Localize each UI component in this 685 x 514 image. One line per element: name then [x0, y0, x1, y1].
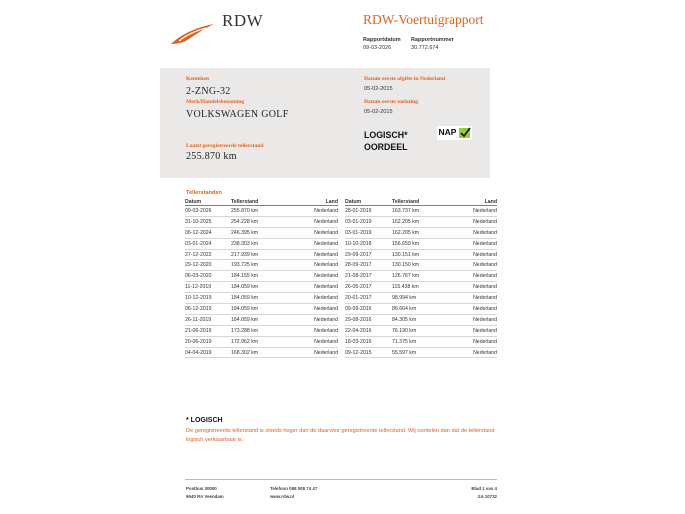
- odometer-table-left: [185, 198, 338, 358]
- table-row: [345, 271, 497, 282]
- first-admission-label: Datum eerste toelating: [364, 99, 419, 105]
- cell-reading: 71.375 km: [392, 336, 442, 347]
- cell-date: 09-12-2015: [345, 347, 392, 358]
- cell-date: 03-01-2019: [345, 216, 392, 227]
- cell-country: Nederland: [442, 271, 497, 282]
- cell-country: Nederland: [442, 216, 497, 227]
- table-row: [185, 238, 338, 249]
- cell-reading: 162.205 km: [392, 227, 442, 238]
- table-row: [345, 216, 497, 227]
- cell-country: Nederland: [442, 282, 497, 293]
- cell-country: Nederland: [281, 206, 338, 217]
- header-country: Land: [281, 198, 338, 206]
- cell-country: Nederland: [281, 304, 338, 315]
- cell-reading: 173.288 km: [231, 325, 281, 336]
- cell-date: 06-12-2024: [185, 227, 231, 238]
- cell-reading: 184.059 km: [231, 293, 281, 304]
- cell-country: Nederland: [281, 314, 338, 325]
- cell-country: Nederland: [442, 260, 497, 271]
- report-title: RDW-Voertuigrapport: [363, 12, 484, 27]
- first-registration-nl-value: 05-02-2015: [364, 86, 393, 92]
- make-label: Merk/Handelsbenaming: [186, 99, 245, 105]
- table-row: [185, 260, 338, 271]
- nap-logo-icon: [437, 126, 472, 140]
- table-row: [345, 336, 497, 347]
- cell-reading: 193.725 km: [231, 260, 281, 271]
- cell-date: 06-12-2019: [185, 304, 231, 315]
- cell-country: Nederland: [281, 227, 338, 238]
- note-title: * LOGISCH: [186, 417, 223, 424]
- cell-date: 10-10-2018: [345, 238, 392, 249]
- verdict-line-1: LOGISCH*: [364, 130, 408, 140]
- cell-reading: 184.155 km: [231, 271, 281, 282]
- cell-date: 03-01-2019: [345, 227, 392, 238]
- cell-date: 03-01-2024: [185, 238, 231, 249]
- brand-name: RDW: [222, 11, 264, 30]
- cell-date: 29-12-2020: [185, 260, 231, 271]
- cell-reading: 238.303 km: [231, 238, 281, 249]
- cell-reading: 115.438 km: [392, 282, 442, 293]
- cell-reading: 184.059 km: [231, 304, 281, 315]
- cell-country: Nederland: [442, 293, 497, 304]
- table-row: [185, 271, 338, 282]
- cell-country: Nederland: [281, 260, 338, 271]
- report-date-label: Rapportdatum: [363, 37, 401, 43]
- header-date: Datum: [345, 198, 392, 206]
- cell-date: 29-08-2016: [345, 314, 392, 325]
- report-number: 30.772.674: [411, 45, 439, 51]
- header-reading: Tellerstand: [231, 198, 281, 206]
- table-row: [345, 293, 497, 304]
- cell-reading: 184.059 km: [231, 282, 281, 293]
- table-row: [345, 325, 497, 336]
- cell-country: Nederland: [442, 336, 497, 347]
- footer-website: www.rdw.nl: [270, 494, 295, 499]
- footer-page-number: Blad 1 van 4: [471, 486, 497, 491]
- footer-address-line-1: Postbus 30000: [186, 486, 217, 491]
- cell-reading: 130.150 km: [392, 260, 442, 271]
- cell-date: 31-10-2025: [185, 216, 231, 227]
- cell-reading: 255.870 km: [231, 206, 281, 217]
- cell-reading: 86.664 km: [392, 304, 442, 315]
- table-row: [345, 260, 497, 271]
- cell-date: 28-09-2017: [345, 260, 392, 271]
- cell-reading: 126.767 km: [392, 271, 442, 282]
- header-date: Datum: [185, 198, 231, 206]
- cell-reading: 55.597 km: [392, 347, 442, 358]
- table-row: [345, 347, 497, 358]
- cell-reading: 156.659 km: [392, 238, 442, 249]
- cell-date: 10-12-2019: [185, 293, 231, 304]
- cell-country: Nederland: [442, 227, 497, 238]
- cell-date: 26-05-2017: [345, 282, 392, 293]
- table-row: [345, 206, 497, 217]
- last-odometer-label: Laatst geregistreerde tellerstand: [186, 143, 264, 149]
- cell-reading: 76.190 km: [392, 325, 442, 336]
- table-row: [185, 206, 338, 217]
- cell-country: Nederland: [281, 282, 338, 293]
- table-row: [185, 347, 338, 358]
- cell-country: Nederland: [442, 304, 497, 315]
- odometer-table-right: [345, 198, 497, 358]
- table-row: [185, 293, 338, 304]
- cell-reading: 172.962 km: [231, 336, 281, 347]
- header-country: Land: [442, 198, 497, 206]
- cell-country: Nederland: [442, 314, 497, 325]
- cell-country: Nederland: [281, 238, 338, 249]
- cell-reading: 98.994 km: [392, 293, 442, 304]
- cell-reading: 130.151 km: [392, 249, 442, 260]
- cell-date: 20-01-2017: [345, 293, 392, 304]
- cell-date: 09-03-2026: [185, 206, 231, 217]
- cell-date: 18-03-2016: [345, 336, 392, 347]
- verdict: [364, 129, 408, 153]
- cell-country: Nederland: [281, 325, 338, 336]
- last-odometer-value: 255.870 km: [186, 151, 237, 162]
- cell-country: Nederland: [281, 336, 338, 347]
- plate-value: 2-ZNG-32: [186, 86, 231, 97]
- cell-country: Nederland: [442, 238, 497, 249]
- table-row: [345, 314, 497, 325]
- cell-date: 20-06-2019: [185, 336, 231, 347]
- cell-date: 06-03-2020: [185, 271, 231, 282]
- header-reading: Tellerstand: [392, 198, 442, 206]
- cell-reading: 168.302 km: [231, 347, 281, 358]
- cell-country: Nederland: [281, 216, 338, 227]
- odometer-table-title: Tellerstanden: [186, 190, 222, 196]
- footer-version: 3.6 10732: [477, 494, 497, 499]
- cell-reading: 254.228 km: [231, 216, 281, 227]
- cell-reading: 84.305 km: [392, 314, 442, 325]
- report-date: 09-03-2026: [363, 45, 392, 51]
- cell-date: 29-09-2017: [345, 249, 392, 260]
- verdict-line-2: OORDEEL: [364, 142, 408, 152]
- cell-reading: 162.205 km: [392, 216, 442, 227]
- table-row: [345, 304, 497, 315]
- first-admission-value: 05-02-2015: [364, 109, 393, 115]
- footer-address-line-2: 9640 RA Veendam: [186, 494, 224, 499]
- cell-date: 26-11-2019: [185, 314, 231, 325]
- table-row: [185, 249, 338, 260]
- table-row: [345, 227, 497, 238]
- cell-date: 22-04-2016: [345, 325, 392, 336]
- note-text: De geregistreerde tellerstand is steeds hoger dan de daarvoor geregistreerde tellerstand. Wij oordelen dan dat de tellerstand logisch verklaarbaar is.: [186, 428, 495, 443]
- cell-date: 04-04-2019: [185, 347, 231, 358]
- table-row: [345, 282, 497, 293]
- table-row: [185, 216, 338, 227]
- cell-date: 21-08-2017: [345, 271, 392, 282]
- table-row: [185, 282, 338, 293]
- cell-date: 09-09-2016: [345, 304, 392, 315]
- table-row: [345, 238, 497, 249]
- table-row: [345, 249, 497, 260]
- table-row: [185, 227, 338, 238]
- rdw-logo-icon: [170, 22, 216, 46]
- first-registration-nl-label: Datum eerste afgifte in Nederland: [364, 76, 446, 82]
- cell-date: 28-01-2019: [345, 206, 392, 217]
- table-row: [185, 304, 338, 315]
- cell-reading: 217.939 km: [231, 249, 281, 260]
- footer-divider: [185, 479, 497, 480]
- cell-date: 27-12-2022: [185, 249, 231, 260]
- table-row: [185, 325, 338, 336]
- cell-reading: 163.737 km: [392, 206, 442, 217]
- report-number-label: Rapportnummer: [411, 37, 454, 43]
- make-value: VOLKSWAGEN GOLF: [186, 109, 289, 120]
- cell-country: Nederland: [442, 347, 497, 358]
- cell-reading: 184.059 km: [231, 314, 281, 325]
- table-row: [185, 336, 338, 347]
- cell-country: Nederland: [281, 293, 338, 304]
- plate-label: Kenteken: [186, 76, 209, 82]
- cell-country: Nederland: [281, 347, 338, 358]
- cell-reading: 246.395 km: [231, 227, 281, 238]
- cell-country: Nederland: [281, 249, 338, 260]
- cell-country: Nederland: [442, 249, 497, 260]
- cell-country: Nederland: [281, 271, 338, 282]
- footer-phone: Telefoon 088 008 74 47: [270, 486, 318, 491]
- cell-date: 21-06-2019: [185, 325, 231, 336]
- cell-date: 11-12-2019: [185, 282, 231, 293]
- cell-country: Nederland: [442, 206, 497, 217]
- nap-badge-text: NAP: [438, 127, 457, 137]
- table-row: [185, 314, 338, 325]
- cell-country: Nederland: [442, 325, 497, 336]
